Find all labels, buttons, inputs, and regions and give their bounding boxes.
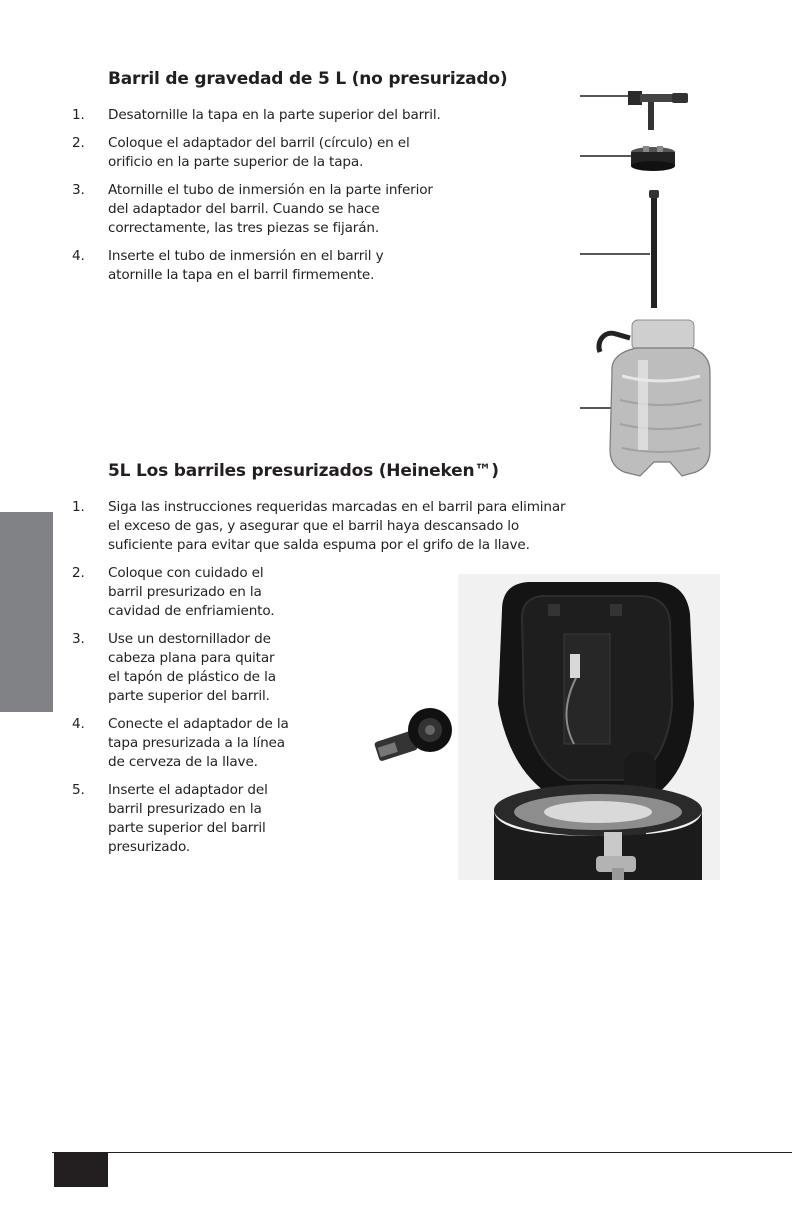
step-number: 1. [72,499,85,515]
dip-tube-icon [649,190,659,308]
list-item [0,134,430,172]
step-text: Coloque el adaptador del barril (círculo) en el orificio en la parte superior de la tapa. [108,135,410,170]
step-number: 4. [72,716,85,732]
list-item [0,498,580,555]
step-text: Inserte el tubo de inmersión en el barril y atornille la tapa en el barril firmemente. [108,248,384,283]
list-item [0,781,270,857]
step-text: Atornille el tubo de inmersión en la parte inferior del adaptador del barril. Cuando se hace correctamente, las tres piezas se fijarán. [108,182,433,236]
list-item [0,247,410,285]
step-number: 1. [72,107,85,123]
step-number: 2. [72,135,85,151]
page-number-box [54,1153,108,1187]
step-number: 3. [72,631,85,647]
step-text: Coloque con cuidado el barril presurizado en la cavidad de enfriamiento. [108,565,275,619]
plastic-keg-icon [599,320,710,476]
open-lid [498,582,694,800]
list-item [0,181,440,238]
section1-steps [0,106,540,285]
gravity-keg-assembly-illustration [560,80,740,480]
step-text: Use un destornillador de cabeza plana para quitar el tapón de plástico de la parte superior del barril. [108,631,276,704]
step-number: 4. [72,248,85,264]
section2-heading: 5L Los barriles presurizados (Heineken™) [108,461,499,481]
footer-rule [52,1152,792,1153]
step-text: Desatornille la tapa en la parte superior del barril. [108,107,441,123]
list-item [0,106,540,125]
step-number: 2. [72,565,85,581]
step-number: 3. [72,182,85,198]
step-text: Inserte el adaptador del barril presurizado en la parte superior del barril presurizado. [108,782,268,855]
keg-adapter-icon [628,91,688,130]
step-number: 5. [72,782,85,798]
keg-cap-icon [631,146,675,171]
pressurized-keg-adapter-illustration [372,700,462,770]
side-tab [0,512,53,712]
step-text: Conecte el adaptador de la tapa presurizada a la línea de cerveza de la llave. [108,716,289,770]
section1-heading: Barril de gravedad de 5 L (no presurizado) [108,69,508,89]
step-text: Siga las instrucciones requeridas marcadas en el barril para eliminar el exceso de gas, y asegurar que el barril haya descansado lo suficiente para evitar que salda espuma por el grifo de la llave. [108,499,566,553]
beer-dispenser-photo [458,574,720,880]
list-item [0,715,292,772]
